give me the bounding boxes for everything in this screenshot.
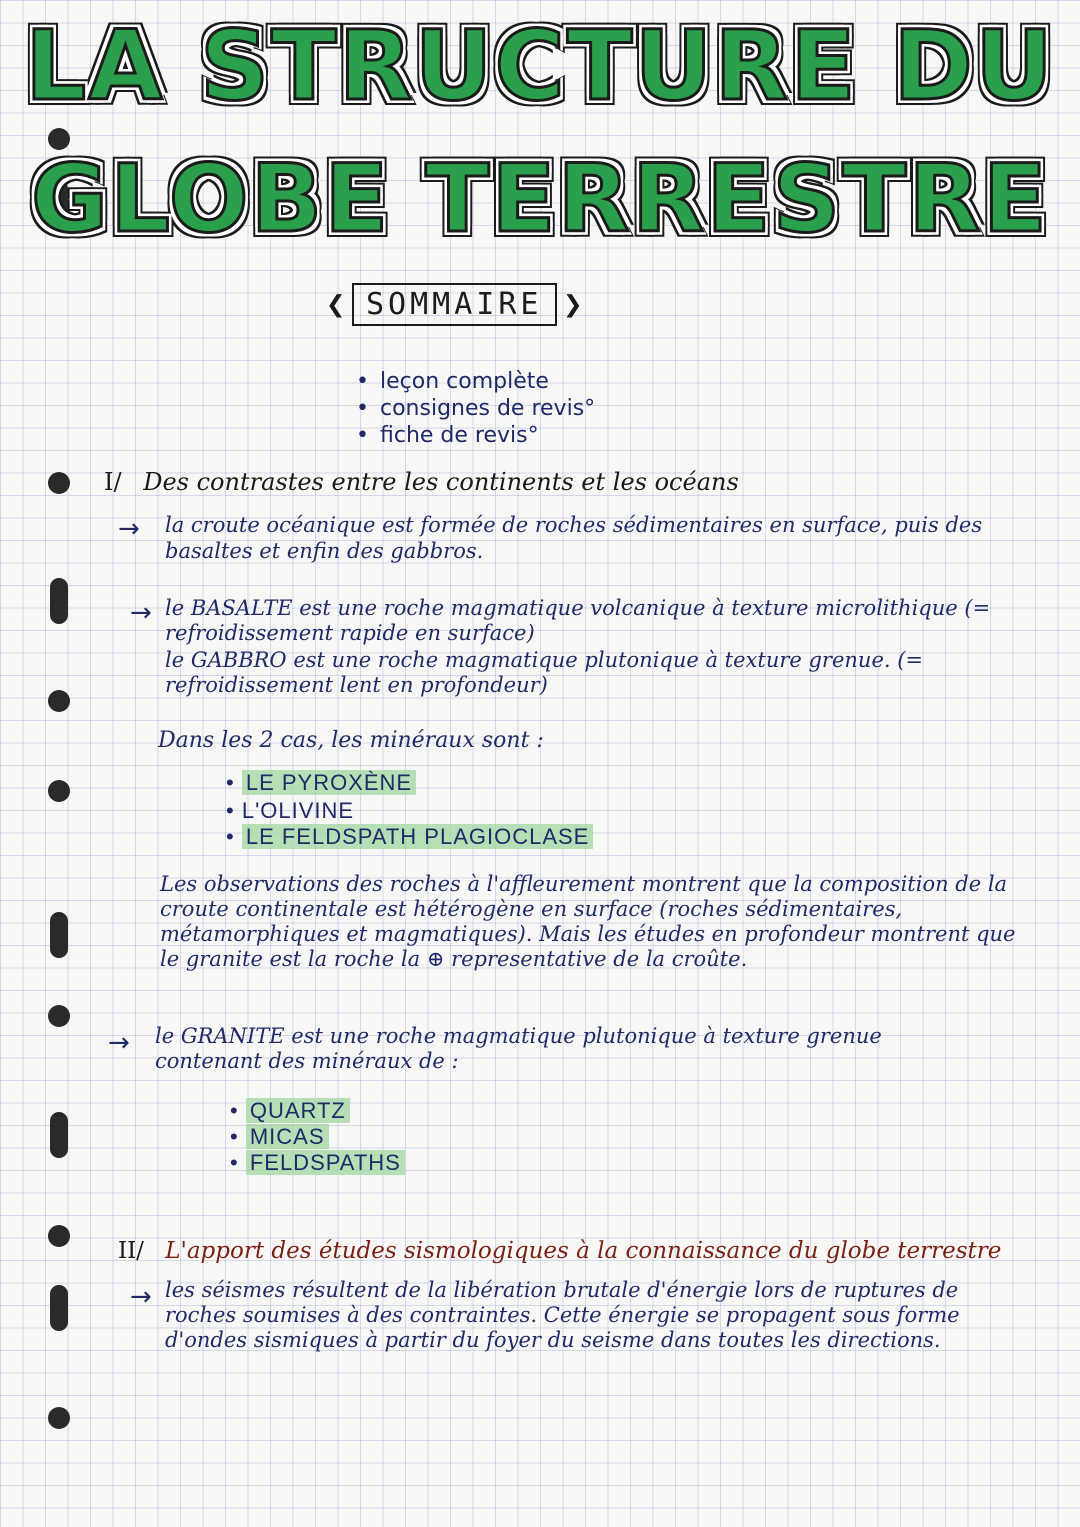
binder-hole — [48, 1225, 70, 1247]
section1-p1: la croute océanique est formée de roches sédimentaires en surface, puis des basaltes et enfin des gabbros. — [165, 513, 983, 563]
arrow-icon: → — [118, 514, 140, 544]
section1-p4: Les observations des roches à l'affleurement montrent que la composition de la croute continentale est hétérogène en surface (roches sédimentaires, métamorphiques et magmatiques). Mais les études en profondeur montrent que le granite est la roche la ⊕ representative de la croûte. — [160, 872, 1016, 971]
binder-hole — [48, 1005, 70, 1027]
binder-hole — [48, 690, 70, 712]
binder-hole — [50, 578, 68, 624]
binder-hole — [50, 912, 68, 958]
arrow-icon: → — [130, 1282, 152, 1312]
section1-number: I/ — [104, 468, 122, 496]
arrow-icon: → — [108, 1028, 130, 1058]
section1-p2a: le BASALTE est une roche magmatique volcanique à texture microlithique (= refroidissement rapide en surface) — [165, 596, 991, 645]
sommaire-item: • fiche de revis° — [356, 422, 595, 449]
page-title-line2: GLOBE TERRESTRE — [31, 145, 1049, 254]
binder-hole — [50, 1285, 68, 1331]
binder-hole — [50, 1112, 68, 1158]
section2-title: L'apport des études sismologiques à la connaissance du globe terrestre — [165, 1238, 1002, 1264]
mineral-item: • LE PYROXÈNE — [226, 770, 416, 796]
mineral-item: • LE FELDSPATH PLAGIOCLASE — [226, 824, 593, 850]
binder-hole — [48, 472, 70, 494]
arrow-icon: → — [130, 598, 152, 628]
sommaire-label: ❯ SOMMAIRE ❯ — [352, 283, 557, 326]
section2-heading — [118, 1238, 1001, 1264]
binder-hole — [48, 1407, 70, 1429]
sommaire-list — [356, 368, 595, 449]
section2-number: II/ — [118, 1238, 144, 1264]
section1-title: Des contrastes entre les continents et les océans — [143, 468, 739, 496]
sommaire-item: • leçon complète — [356, 368, 595, 395]
binder-hole — [48, 780, 70, 802]
sommaire-item: • consignes de revis° — [356, 395, 595, 422]
section1-p5: le GRANITE est une roche magmatique plutonique à texture grenue contenant des minéraux de : — [155, 1024, 882, 1073]
section1-p3: Dans les 2 cas, les minéraux sont : — [158, 728, 544, 753]
granite-mineral-item: • MICAS — [230, 1124, 329, 1150]
granite-mineral-item: • FELDSPATHS — [230, 1150, 405, 1176]
mineral-item: • L'OLIVINE — [226, 798, 355, 823]
section1-heading — [104, 468, 739, 496]
section2-p1: les séismes résultent de la libération brutale d'énergie lors de ruptures de roches soumises à des contraintes. Cette énergie se propagent sous forme d'ondes sismiques à partir du foyer du seisme dans toutes les directions. — [165, 1278, 960, 1352]
granite-mineral-item: • QUARTZ — [230, 1098, 350, 1124]
section1-p2b: le GABBRO est une roche magmatique plutonique à texture grenue. (= refroidissement lent en profondeur) — [165, 648, 924, 697]
page-title-line1: LA STRUCTURE DU — [25, 10, 1055, 122]
